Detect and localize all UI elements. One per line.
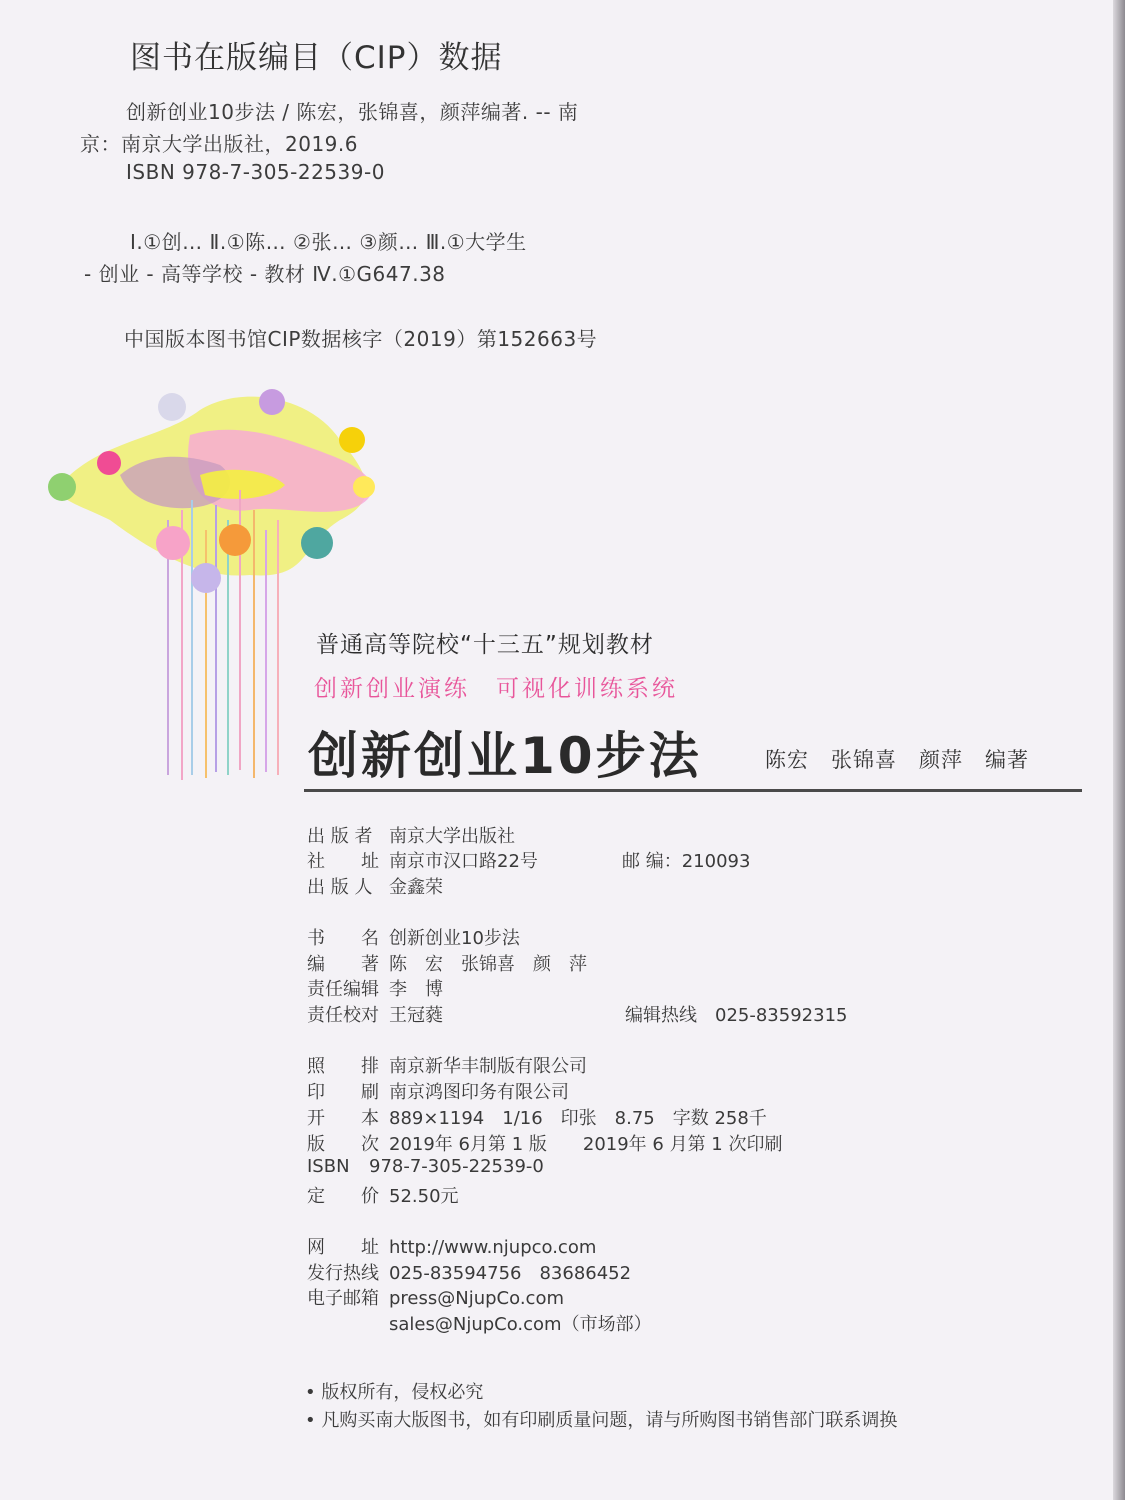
info-label: 出 版 人	[307, 877, 373, 898]
info-row	[307, 1052, 587, 1078]
info-label: 社 址	[307, 851, 379, 872]
info-row	[307, 1259, 631, 1285]
info-row	[307, 950, 587, 976]
info-value: 025-83594756 83686452	[389, 1263, 632, 1284]
info-row	[307, 1130, 782, 1156]
info-label: 照 排	[307, 1056, 379, 1077]
info-row	[307, 1233, 596, 1259]
info-row	[307, 1310, 652, 1336]
page-edge	[1113, 0, 1125, 1500]
postal-code: 邮 编：210093	[622, 851, 751, 872]
series-name: 普通高等院校“十三五”规划教材	[316, 632, 654, 658]
info-value: 陈 宏 张锦喜 颜 萍	[389, 954, 587, 975]
info-row	[307, 924, 520, 950]
info-value: 王冠蕤	[389, 1005, 443, 1026]
info-label: 网 址	[307, 1237, 379, 1258]
info-label: 编 著	[307, 954, 379, 975]
info-value: 南京市汉口路22号	[389, 851, 538, 872]
info-value: 南京新华丰制版有限公司	[389, 1056, 587, 1077]
info-label: 责任校对	[307, 1005, 379, 1026]
info-value: 889×1194 1/16 印张 8.75 字数 258千	[389, 1108, 767, 1129]
info-row	[307, 1156, 544, 1177]
info-label: ISBN	[307, 1156, 350, 1177]
info-label: 出 版 者	[307, 826, 373, 847]
email-link[interactable]: sales@NjupCo.com（市场部）	[389, 1314, 652, 1335]
info-row	[307, 822, 515, 848]
info-label: 开 本	[307, 1108, 379, 1129]
info-label: 版 次	[307, 1134, 379, 1155]
info-value: 978-7-305-22539-0	[369, 1156, 544, 1177]
info-row	[307, 873, 443, 899]
cip-line-4: Ⅰ.①创… Ⅱ.①陈… ②张… ③颜… Ⅲ.①大学生	[130, 230, 527, 254]
info-value: 李 博	[389, 979, 443, 1000]
info-label: 发行热线	[307, 1263, 379, 1284]
cip-line-6: 中国版本图书馆CIP数据核字（2019）第152663号	[124, 327, 598, 351]
info-value: 南京大学出版社	[389, 826, 515, 847]
website-link[interactable]: http://www.njupco.com	[389, 1237, 597, 1258]
info-row	[307, 1001, 847, 1027]
cip-line-1: 创新创业10步法 / 陈宏，张锦喜，颜萍编著. -- 南	[126, 100, 579, 124]
info-label: 责任编辑	[307, 979, 379, 1000]
info-value: 金鑫荣	[389, 877, 443, 898]
book-title: 创新创业10步法	[308, 727, 702, 785]
info-label: 印 刷	[307, 1082, 379, 1103]
copyright-notice: • 版权所有，侵权必究	[305, 1382, 484, 1403]
info-value: 创新创业10步法	[389, 928, 520, 949]
title-divider	[304, 789, 1082, 792]
info-label: 书 名	[307, 928, 379, 949]
cip-line-5: - 创业 - 高等学校 - 教材 Ⅳ.①G647.38	[84, 262, 446, 286]
info-row	[307, 1078, 569, 1104]
book-authors: 陈宏 张锦喜 颜萍 编著	[765, 748, 1029, 772]
info-row	[307, 975, 443, 1001]
cip-line-2: 京：南京大学出版社，2019.6	[80, 132, 358, 156]
info-row	[307, 1182, 459, 1208]
subseries-name: 创新创业演练 可视化训练系统	[314, 676, 678, 702]
info-value: 2019年 6月第 1 版 2019年 6 月第 1 次印刷	[389, 1134, 783, 1155]
cip-line-3: ISBN 978-7-305-22539-0	[126, 160, 385, 184]
info-value: 南京鸿图印务有限公司	[389, 1082, 569, 1103]
cip-heading: 图书在版编目（CIP）数据	[130, 40, 503, 76]
quality-notice: • 凡购买南大版图书，如有印刷质量问题，请与所购图书销售部门联系调换	[305, 1410, 898, 1431]
info-row	[307, 847, 750, 873]
info-label: 电子邮箱	[307, 1288, 379, 1309]
info-label: 定 价	[307, 1186, 379, 1207]
info-value: 52.50元	[389, 1186, 459, 1207]
info-row	[307, 1104, 767, 1130]
editor-hotline: 编辑热线 025-83592315	[625, 1005, 848, 1026]
email-link[interactable]: press@NjupCo.com	[389, 1288, 564, 1309]
info-row	[307, 1284, 564, 1310]
